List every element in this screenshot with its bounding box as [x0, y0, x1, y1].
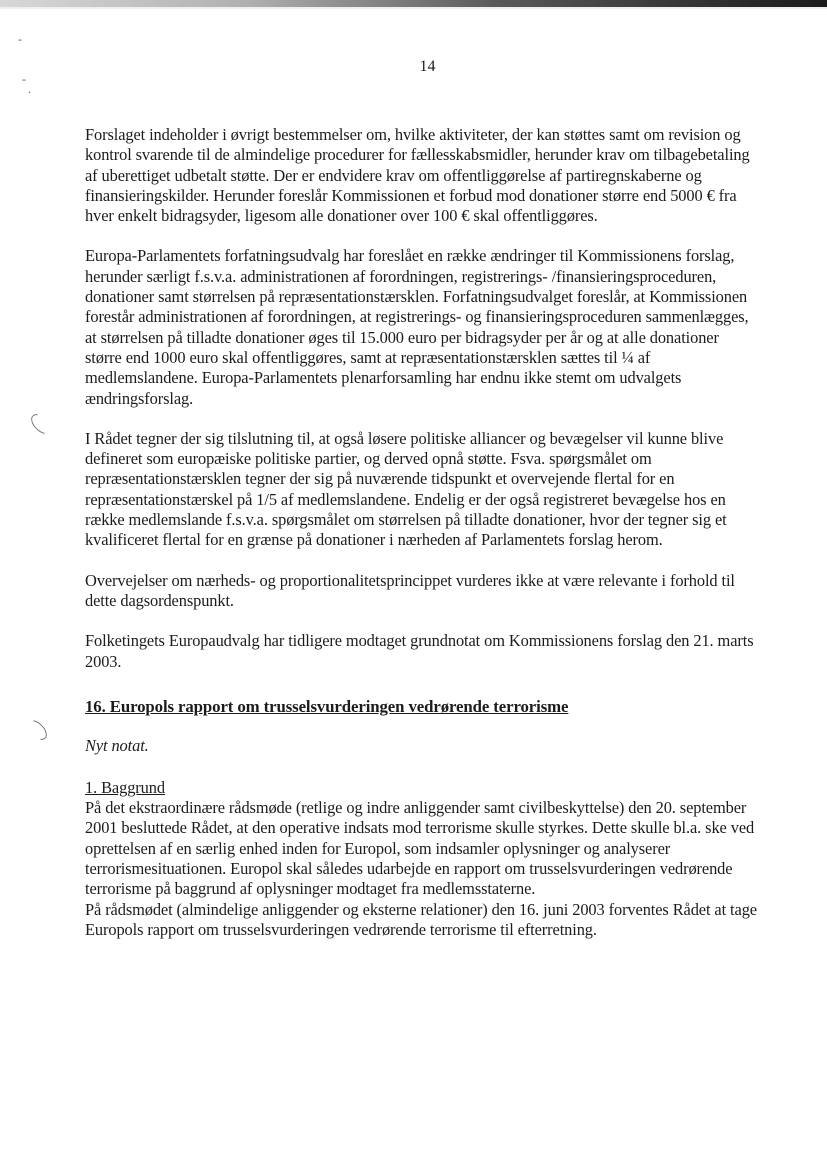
margin-mark: -: [18, 32, 22, 46]
scan-edge-highlight: [0, 7, 827, 9]
body-paragraph: Europa-Parlamentets forfatningsudvalg har foreslået en række ændringer til Kommissionens forslag, herunder særligt f.s.v.a. administrationen af forordningen, registrerings- /finansieringsproceduren, donationer samt størrelsen på repræsentationstærsklen. Forfatningsudvalget foreslår, at Kommissionen forestår administrationen af forordningen, at registrerings- og finansieringsproceduren sammenlægges, at størrelsen på tilladte donationer øges til 15.000 euro per bidragsyder per år og at alle donationer større end 1000 euro skal offentliggøres, samt at repræsentationstærsklen sættes til ¼ af medlemslandene. Europa-Parlamentets plenarforsamling har endnu ikke stemt om udvalgets ændringsforslag.: [85, 246, 749, 408]
page-number: 14: [419, 58, 436, 75]
note-label: Nyt notat.: [85, 735, 149, 755]
body-paragraph: Folketingets Europaudvalg har tidligere modtaget grundnotat om Kommissionens forslag den 21. marts 2003.: [85, 631, 754, 671]
margin-mark: .: [28, 82, 31, 96]
document-body: [85, 125, 757, 940]
section-paragraph: På rådsmødet (almindelige anliggender og eksterne relationer) den 16. juni 2003 forventes Rådet at tage Europols rapport om trusselsvurderingen vedrørende terrorisme til efterretning.: [85, 899, 757, 939]
punch-hole-mark: [24, 717, 51, 744]
body-paragraph: I Rådet tegner der sig tilslutning til, at også løsere politiske alliancer og bevægelser vil kunne blive defineret som europæiske politiske partier, og derved opnå støtte. Fsva. spørgsmålet om repræsentationstærsklen tegner der sig på nuværende tidspunkt et overvejende flertal for en repræsentationstærskel på 1/5 af medlemslandene. Endelig er der også registreret bevægelse hos en række medlemslande f.s.v.a. spørgsmålet om størrelsen på tilladte donationer, hvor der tegner sig et kvalificeret flertal for en grænse på donationer i nærheden af Parlamentets forslag herom.: [85, 428, 727, 550]
punch-hole-mark: [28, 411, 55, 438]
section-heading: 16. Europols rapport om trusselsvurderingen vedrørende terrorisme: [85, 696, 569, 716]
body-paragraph: Overvejelser om nærheds- og proportionalitetsprincippet vurderes ikke at være relevante i forhold til dette dagsordenspunkt.: [85, 570, 735, 610]
body-paragraph: Forslaget indeholder i øvrigt bestemmelser om, hvilke aktiviteter, der kan støttes samt om revision og kontrol svarende til de almindelige procedurer for fællesskabsmidler, herunder krav om tilbagebetaling af uberettiget udbetalt støtte. Der er endvidere krav om offentliggørelse af partiregnskaberne og finansieringskilder. Herunder foreslår Kommissionen et forbud mod donationer større end 5000 € fra hver enkelt bidragsyder, ligesom alle donationer over 100 € skal offentliggøres.: [85, 125, 750, 226]
scan-edge-top: [0, 0, 827, 7]
margin-mark: -: [22, 72, 26, 86]
sub-heading: 1. Baggrund: [85, 777, 165, 797]
section-paragraph: På det ekstraordinære rådsmøde (retlige og indre anliggender samt civilbeskyttelse) den 20. september 2001 besluttede Rådet, at den operative indsats mod terrorisme skulle styrkes. Dette skulle bl.a. ske ved oprettelsen af en særlig enhed inden for Europol, som indsamler oplysninger og analyserer terrorismesituationen. Europol skal således udarbejde en rapport om trusselsvurderingen vedrørende terrorisme på baggrund af oplysninger modtaget fra medlemsstaterne.: [85, 798, 755, 899]
